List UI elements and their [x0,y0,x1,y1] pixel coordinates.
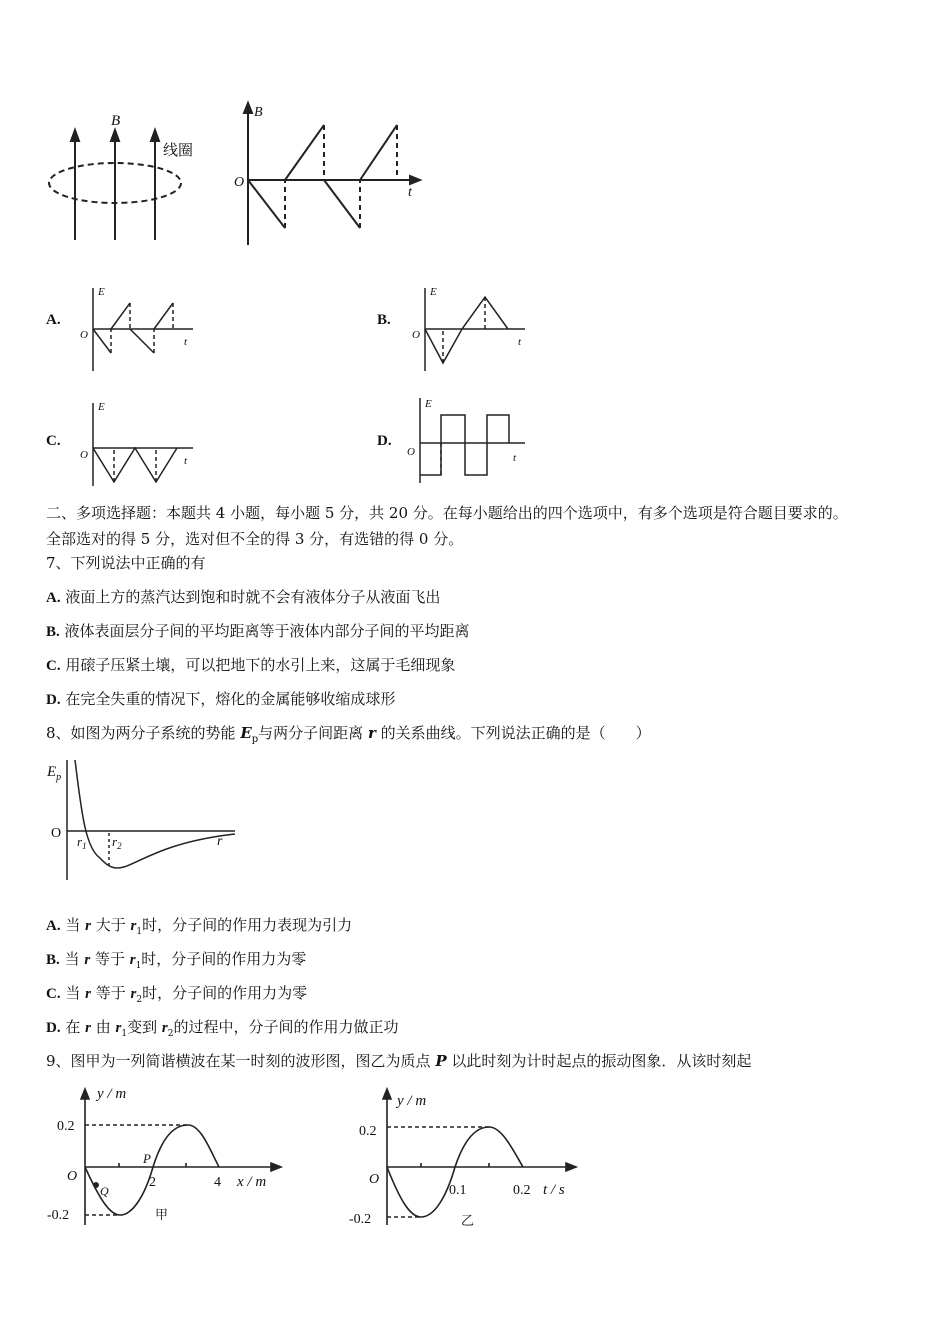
t-axis-label: t [184,455,188,467]
tick-0.2: 0.2 [513,1183,531,1198]
origin-label: O [234,175,245,190]
origin-label: O [80,329,88,341]
option-d-label[interactable]: D. [377,433,392,449]
figure-name: 甲 [155,1207,169,1222]
origin-label: O [80,449,88,461]
section-heading-line1: 二、多项选择题：本题共 4 小题，每小题 5 分，共 20 分。在每小题给出的四个选项中，有多个选项是符合题目要求的。 [46,504,848,522]
option-text: 由 [91,1018,116,1036]
e-axis-label: E [430,286,437,298]
sub: 1 [121,1029,128,1039]
option-text: 当 [64,950,85,968]
wave-graph [45,1085,290,1230]
var: r [85,1020,91,1036]
stem-text: 9、图甲为一列简谐横波在某一时刻的波形图，图乙为质点 [46,1052,436,1070]
option-letter: C. [46,658,61,674]
var: r [84,952,91,968]
option-d-graph[interactable] [405,395,530,485]
sub: 1 [135,961,142,971]
option-letter: A. [46,918,61,934]
tick-4: 4 [214,1175,221,1190]
r-symbol: r [367,724,376,742]
q7-option-a[interactable] [46,587,440,608]
y-axis-label: y / m [97,1086,127,1102]
option-text: 液面上方的蒸汽达到饱和时就不会有液体分子从液面飞出 [65,588,441,606]
option-b-graph[interactable] [410,283,530,373]
stem-text: 与两分子间距离 [258,724,368,742]
t-axis-label: t [184,336,188,348]
ep-r-graph [45,758,245,883]
var: r [130,918,137,934]
q7-option-c[interactable] [46,655,455,676]
q8-option-b[interactable] [46,949,306,976]
p-symbol: P [435,1052,447,1070]
var: r [130,986,137,1002]
tick-2: 2 [149,1175,156,1190]
option-text: 时，分子间的作用力表现为引力 [142,916,353,934]
t-axis-label: t / s [543,1182,565,1198]
q8-stem [46,723,651,750]
t-axis-label: t [518,336,522,348]
option-letter: D. [46,692,61,708]
option-text: 在完全失重的情况下，熔化的金属能够收缩成球形 [65,690,396,708]
r1-label: $r_1$ [77,834,87,851]
point-q-label: Q [100,1184,109,1198]
section-heading-line2: 全部选对的得 5 分，选对但不全的得 3 分，有选错的得 0 分。 [46,530,464,548]
point-q [93,1182,99,1188]
point-p-label: P [143,1151,151,1166]
q9-stem [46,1051,751,1071]
option-text: 用磙子压紧土壤，可以把地下的水引上来，这属于毛细现象 [65,656,456,674]
origin-label: O [51,826,62,841]
q8-option-d[interactable] [46,1017,399,1044]
option-text: 等于 [91,984,131,1002]
origin-label: O [407,446,415,458]
q8-option-a[interactable] [46,915,352,942]
option-c-graph[interactable] [78,398,198,488]
ep-subscript: p [251,734,259,745]
y-axis-label: y / m [397,1093,427,1109]
option-text: 在 [65,1018,86,1036]
e-axis-label: E [425,398,432,410]
option-text: 当 [65,916,86,934]
ep-axis-label: $E_p$ [47,764,62,783]
option-text: 大于 [91,916,131,934]
var: r [129,952,136,968]
option-letter: B. [46,624,60,640]
q7-stem: 7、下列说法中正确的有 [46,554,206,572]
option-b-label[interactable]: B. [377,312,391,328]
var: r [85,986,91,1002]
option-letter: C. [46,986,61,1002]
origin-label: O [369,1172,380,1187]
q7-option-d[interactable] [46,689,395,710]
sub: 2 [167,1029,174,1039]
option-text: 液体表面层分子间的平均距离等于液体内部分子间的平均距离 [64,622,470,640]
stem-text: 的关系曲线。下列说法正确的是（ ） [375,724,651,742]
coil-label: 线圈 [163,143,194,159]
option-text: 时，分子间的作用力为零 [142,984,308,1002]
origin-label: O [412,329,420,341]
ep-symbol: E [240,724,252,742]
r2-label: $r_2$ [112,834,122,851]
tick-0.1: 0.1 [449,1183,467,1198]
tick-bottom: -0.2 [47,1208,70,1223]
origin-label: O [67,1169,78,1184]
e-axis-label: E [98,286,105,298]
var: r [161,1020,168,1036]
option-letter: B. [46,952,60,968]
option-text: 当 [65,984,86,1002]
b-field-label: B [111,113,121,129]
vibration-graph [345,1085,590,1230]
option-a-graph[interactable] [78,283,198,373]
option-letter: A. [46,590,61,606]
x-axis-label: x / m [237,1174,267,1190]
option-a-label[interactable]: A. [46,312,61,328]
sub: 2 [136,995,143,1005]
r-axis-label: r [217,834,223,849]
tick-bottom: -0.2 [349,1212,372,1227]
q7-option-b[interactable] [46,621,470,642]
q8-option-c[interactable] [46,983,307,1010]
option-text: 时，分子间的作用力为零 [141,950,307,968]
option-letter: D. [46,1020,61,1036]
option-c-label[interactable]: C. [46,433,61,449]
option-text: 的过程中，分子间的作用力做正功 [173,1018,399,1036]
figure-name: 乙 [461,1213,475,1228]
x-axis-label: t [408,185,412,200]
tick-top: 0.2 [57,1119,75,1134]
sub: 1 [136,927,143,937]
y-axis-label: B [254,105,263,120]
option-text: 等于 [90,950,130,968]
t-axis-label: t [513,452,517,464]
var: r [85,918,91,934]
coil-figure [45,105,195,245]
option-text: 变到 [127,1018,162,1036]
stem-text: 8、如图为两分子系统的势能 [46,724,241,742]
tick-top: 0.2 [359,1124,377,1139]
stem-text: 以此时刻为计时起点的振动图象．从该时刻起 [446,1052,752,1070]
b-t-graph [230,100,430,250]
e-axis-label: E [98,401,105,413]
var: r [115,1020,122,1036]
